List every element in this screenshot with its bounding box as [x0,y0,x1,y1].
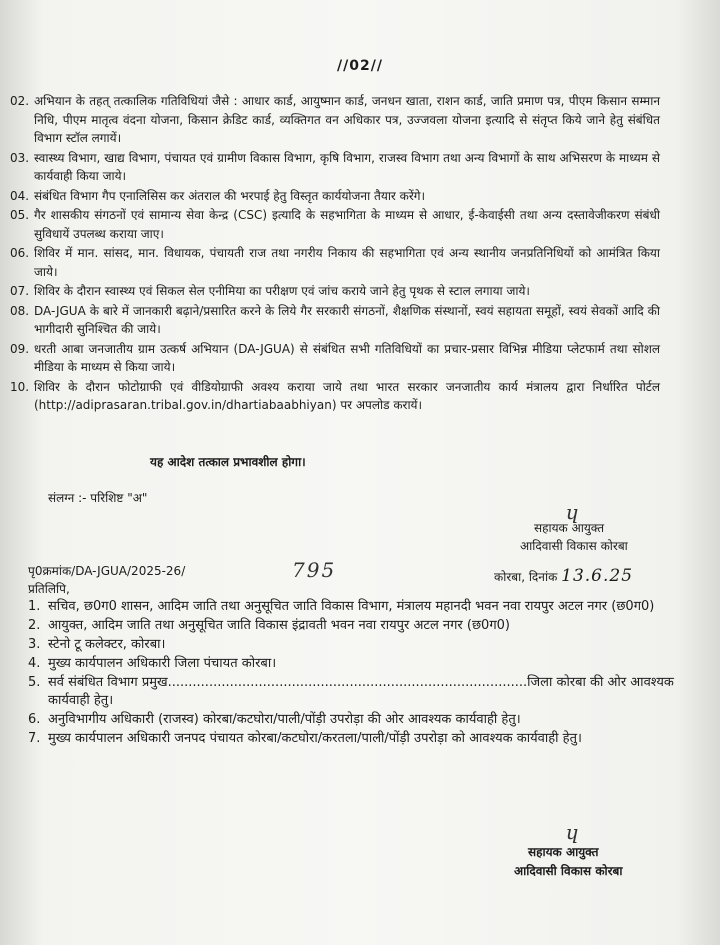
list-item [28,674,703,710]
copy-text: सर्व संबंधित विभाग प्रमुख.......................................................................................जिला कोरबा की ओर आवश्यक कार्यवाही हेतु। [48,675,674,708]
item-text: स्वास्थ्य विभाग, खाद्य विभाग, पंचायत एवं ग्रामीण विकास विभाग, कृषि विभाग, राजस्व विभाग तथा अन्य विभागों के साथ अभिसरण के माध्यम से कार्यवाही किया जाये। [34,150,660,183]
item-number: 05. [10,208,30,222]
copy-number: 3. [28,637,41,652]
copy-text: अनुविभागीय अधिकारी (राजस्व) कोरबा/कटघोरा/पाली/पोंड़ी उपरोड़ा की ओर आवश्यक कार्यवाही हेतु। [48,712,521,727]
place-date-label: कोरबा, दिनांक [494,570,558,584]
enclosure-line: संलग्न :- परिशिष्ट "अ" [48,491,148,505]
item-text: शिविर के दौरान स्वास्थ्य एवं सिकल सेल एनीमिया का परीक्षण एवं जांच कराये जाने हेतु पृथक से स्टाल लगाया जाये। [34,284,530,298]
item-number: 09. [10,341,30,356]
order-effect-line: यह आदेश तत्काल प्रभावशील होगा। [150,455,306,469]
copy-label: प्रतिलिपि, [28,582,70,596]
item-number: 10. [10,379,30,394]
copy-text: सचिव, छ0ग0 शासन, आदिम जाति तथा अनुसूचित जाति विकास विभाग, मंत्रालय महानदी भवन नवा रायपुर अटल नगर (छ0ग0) [48,599,655,614]
copy-list [28,598,703,749]
instruction-list [10,92,660,416]
item-number: 04. [10,188,30,203]
signatory-designation: सहायक आयुक्त [534,521,605,535]
list-item [10,244,660,281]
copy-text: आयुक्त, आदिम जाति तथा अनुसूचित जाति विकास इंद्रावती भवन नवा रायपुर अटल नगर (छ0ग0) [48,618,510,633]
list-item [10,302,660,339]
item-text: धरती आबा जनजातीय ग्राम उत्कर्ष अभियान (DA-JGUA) से संबंधित सभी गतिविधियों का प्रचार-प्रसार विभिन्न मीडिया प्लेटफार्म तथा सोशल मीडिया के माध्यम से किया जाये। [34,341,660,374]
item-text: गैर शासकीय संगठनों एवं सामान्य सेवा केन्द्र (CSC) इत्यादि के सहभागिता के माध्यम से आधार, ई-केवाईसी तथा अन्य दस्तावेजीकरण संबंधी सुविधायें उपलब्ध कराया जाए। [34,208,660,241]
list-item [10,340,660,377]
copy-text: स्टेनो टू कलेक्टर, कोरबा। [48,637,166,652]
list-item [28,730,703,748]
item-text: शिविर में मान. सांसद, मान. विधायक, पंचायती राज तथा नगरीय निकाय की सहभागिता एवं अन्य स्थानीय जनप्रतिनिधियों को आमंत्रित किया जाये। [34,246,660,279]
copy-text: मुख्य कार्यपालन अधिकारी जिला पंचायत कोरबा। [48,656,277,671]
item-number: 06. [10,246,30,260]
copy-number: 7. [28,731,41,746]
copy-number: 1. [28,599,41,614]
copy-text: मुख्य कार्यपालन अधिकारी जनपद पंचायत कोरबा/कटघोरा/करतला/पाली/पोंड़ी उपरोड़ा को आवश्यक कार्यवाही हेतु। [48,731,582,746]
list-item [28,655,703,673]
signature-block-bottom [514,843,623,881]
list-item [10,282,660,301]
list-item [28,711,703,729]
copy-number: 4. [28,656,41,671]
place-date-line [494,566,633,586]
copy-number: 5. [28,675,41,690]
signature-mark-bottom: ɥ [566,820,579,844]
item-text: संबंधित विभाग गैप एनालिसिस कर अंतराल की भरपाई हेतु विस्तृत कार्ययोजना तैयार करेंगे। [34,188,426,203]
memo-number: पृ0क्रमांक/DA-JGUA/2025-26/ [28,564,186,578]
signatory-office: आदिवासी विकास कोरबा [520,539,628,553]
item-text: DA-JGUA के बारे में जानकारी बढ़ाने/प्रसारित करने के लिये गैर सरकारी संगठनों, शैक्षणिक संस्थानों, स्वयं सहायता समूहों, स्वयं सेवकों आदि की भागीदारी सुनिश्चित की जाये। [34,303,660,336]
signatory-office: आदिवासी विकास कोरबा [514,864,623,878]
copy-number: 6. [28,712,41,727]
memo-handwritten-number: 795 [292,558,337,582]
list-item [10,92,660,148]
list-item [10,149,660,186]
signature-block-top [520,519,628,555]
list-item [28,617,703,635]
signature-mark-top: ɥ [566,500,579,524]
list-item [28,636,703,654]
item-text: अभियान के तहत् तत्कालिक गतिविधियां जैसे : आधार कार्ड, आयुष्मान कार्ड, जनधन खाता, राशन कार्ड, जाति प्रमाण पत्र, पीएम किसान सम्मान निधि, पीएम मातृत्व वंदना योजना, किसान क्रेडिट कार्ड, व्यक्तिगत वन अधिकार पत्र, उज्जवला योजना इत्यादि से संतृप्त किये जाने हेतु संबंधित विभाग स्टॉल लगायें। [34,94,660,145]
signatory-designation: सहायक आयुक्त [528,845,599,859]
item-number: 02. [10,94,30,108]
item-number: 07. [10,284,30,298]
item-number: 08. [10,303,30,318]
item-number: 03. [10,150,30,165]
item-text: शिविर के दौरान फोटोग्राफी एवं वीडियोग्राफी अवश्य कराया जाये तथा भारत सरकार जनजातीय कार्य मंत्रालय द्वारा निर्धारित पोर्टल (http://adiprasaran.tribal.gov.in/dhartiabaabhiyan) पर अपलोड करायें। [34,379,660,412]
page-number: //02// [337,58,383,74]
list-item [10,378,660,415]
list-item [10,206,660,243]
list-item [28,598,703,616]
handwritten-date: 13.6.25 [561,566,634,586]
copy-number: 2. [28,618,41,633]
list-item [10,187,660,206]
